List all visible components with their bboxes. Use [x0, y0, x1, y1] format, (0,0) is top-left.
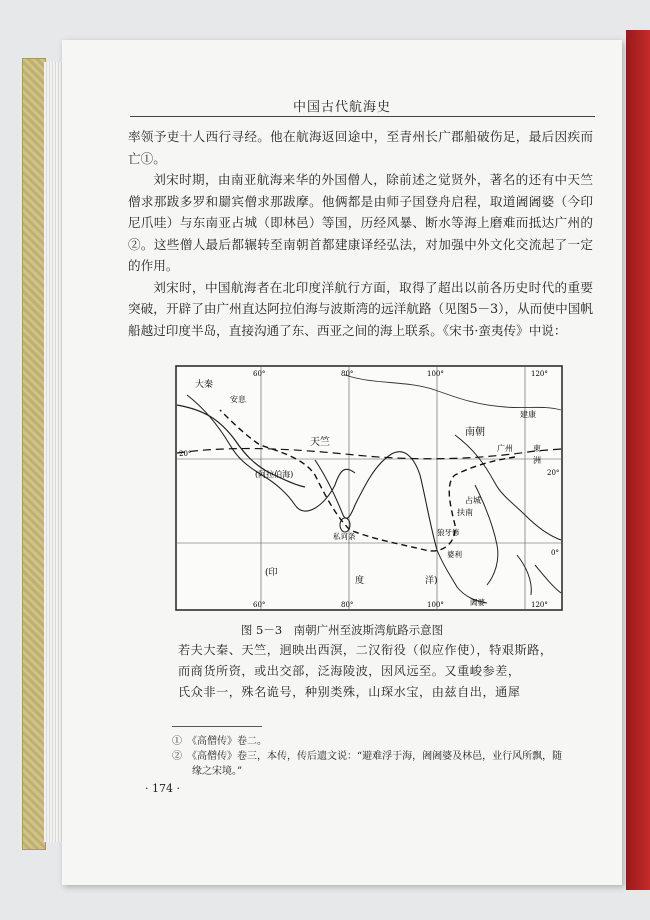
figure-caption: 图 5－3 南朝广州至波斯湾航路示意图 [240, 623, 444, 637]
header-rule [130, 116, 595, 117]
footnote-1: ① 《高僧传》卷二。 [172, 736, 267, 747]
label-zhou: 洲 [533, 456, 541, 465]
quote-line-2: 而商货所资，或出交部，泛海陵波，因风远至。又重峻参差， [178, 664, 521, 678]
label-indian-ocean-1: (印 [265, 568, 278, 578]
label-poli: 婆利 [447, 550, 462, 559]
paragraph-1: 率领予吏十人西行寻经。他在航海返回途中，至青州长广郡船破伤足，最后因疾而亡①。 [128, 129, 593, 166]
label-daqin: 大秦 [195, 380, 214, 390]
label-jiankang: 建康 [520, 410, 536, 419]
paragraph-2: 刘宋时期，由南亚航海来华的外国僧人，除前述之觉贤外，著名的还有中天竺僧求那跋多罗和罽宾僧求那跋摩。他俩都是由师子国登舟启程，取道阇阇婆（今印尼爪哇）与东南亚占城（即林邑）等国，历经风暴、断水等海上磨难而抵达广州的②。这些僧人最后都辗转至南朝首都建康译经弘法，对加强中外文化交流起了一定的作用。 [128, 172, 593, 273]
label-sizi: 私诃条 [333, 532, 356, 541]
label-funan: 扶南 [457, 508, 473, 517]
label-dong: 東 [533, 444, 541, 453]
label-indian-ocean-3: 洋) [425, 576, 438, 586]
quotation [178, 640, 588, 703]
route-map [175, 365, 565, 613]
quote-line-1: 若夫大秦、天竺，迥映出西溟，二汉衔役（似应作使），特艰斯路， [178, 643, 553, 657]
paragraph-3: 刘宋时，中国航海者在北印度洋航行方面，取得了超出以前各历史时代的重要突破，开辟了由广州直达阿拉伯海与波斯湾的远洋航路（见图5－3），从而使中国帆船越过印度半岛，直接沟通了东、西亚之间的海上联系。《宋书·蛮夷传》中说： [128, 279, 593, 338]
label-javanese: 阇婆 [470, 598, 485, 607]
label-arabian-sea: (阿拉伯海) [255, 470, 294, 479]
label-zhancheng: 占城 [465, 496, 481, 505]
label-anxi: 安息 [230, 395, 246, 404]
label-nanchao: 南朝 [465, 427, 485, 438]
tick-lat20-right: 20° [547, 469, 560, 477]
tick-lon100-top: 100° [427, 370, 444, 378]
label-tianzhu: 天竺 [310, 437, 330, 448]
footnote-rule [172, 726, 262, 727]
footnote-2: ② 《高僧传》卷三，本传，传后遗文说：“避难浮于海，阇阇婆及林邑，业行风所飘，随 [172, 751, 563, 762]
tick-lon60-bot: 60° [253, 601, 266, 609]
quote-line-3: 氏众非一，殊名诡号，种别类殊，山琛水宝，由兹自出，通犀 [178, 685, 521, 699]
label-langyaxiu: 狼牙修 [437, 528, 460, 537]
tick-lon100-bot: 100° [427, 601, 444, 609]
tick-lat20-left: 20° [179, 450, 192, 458]
tick-lon60-top: 60° [253, 370, 266, 378]
page-number: · 174 · [145, 782, 180, 795]
footnotes [172, 734, 602, 779]
footnote-2-cont: 缘之宋境。” [172, 766, 243, 777]
tick-lon120-top: 120° [531, 370, 548, 378]
tick-lon120-bot: 120° [531, 601, 548, 609]
tick-lon80-top: 80° [341, 370, 354, 378]
label-indian-ocean-2: 度 [355, 576, 365, 586]
running-header: 中国古代航海史 [292, 100, 391, 115]
tick-lat0: 0° [551, 549, 559, 557]
body-text [128, 126, 593, 341]
tick-lon80-bot: 80° [341, 601, 354, 609]
label-guangzhou: 广州 [497, 444, 513, 453]
